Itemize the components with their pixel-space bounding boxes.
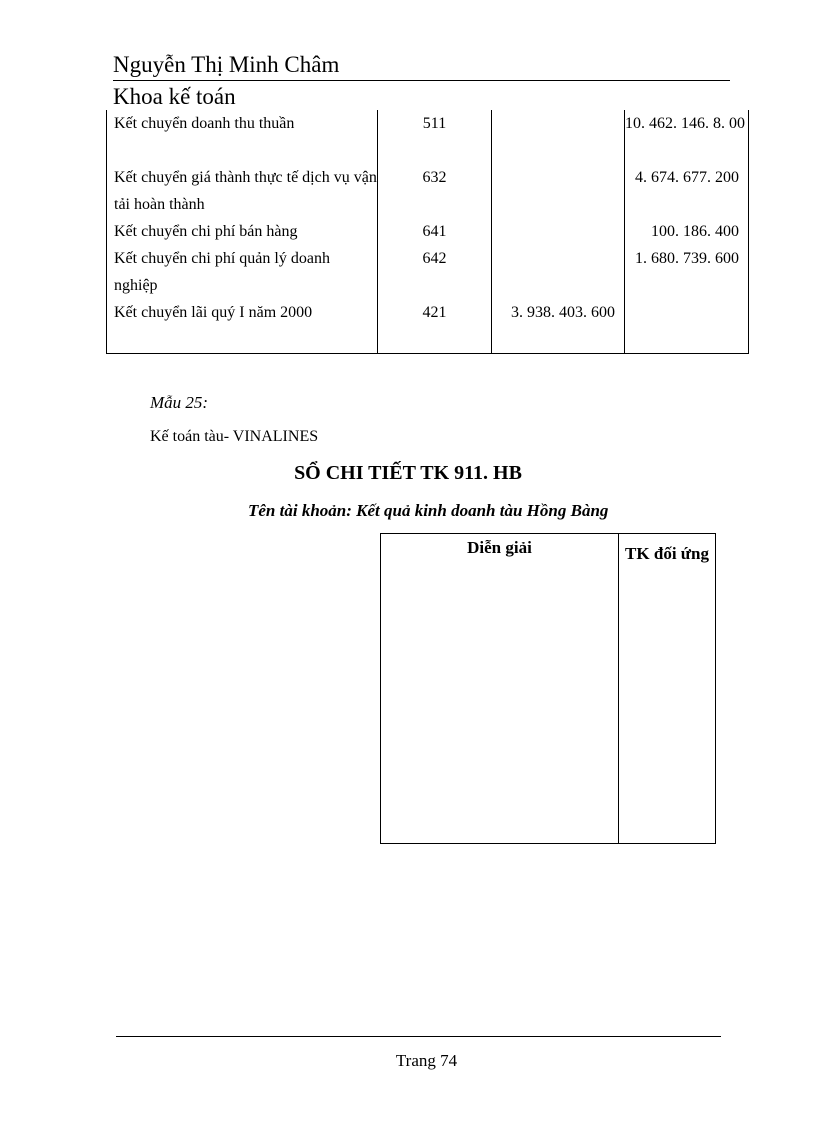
table-row (107, 218, 749, 245)
author-name: Nguyễn Thị Minh Châm (113, 52, 340, 77)
department-name: Khoa kế toán (113, 84, 236, 109)
form-label: Mẫu 25: (150, 393, 209, 412)
entry-debit (492, 164, 625, 218)
ledger-title: SỔ CHI TIẾT TK 911. HB (294, 462, 522, 484)
footer-divider (116, 1036, 721, 1037)
entry-account: 641 (378, 218, 492, 245)
entry-description: Kết chuyển lãi quý I năm 2000 (107, 299, 378, 354)
column-header-contra-account: TK đối ứng (625, 544, 709, 563)
entry-description: Kết chuyển giá thành thực tế dịch vụ vận tải hoàn thành (107, 164, 378, 218)
table-row (107, 110, 749, 164)
entry-credit: 1. 680. 739. 600 (625, 245, 749, 299)
entry-account: 421 (378, 299, 492, 354)
entry-debit-value: 3. 938. 403. 600 (511, 304, 615, 321)
entry-description: Kết chuyển chi phí bán hàng (107, 218, 378, 245)
entry-debit (492, 299, 625, 354)
entry-debit (492, 245, 625, 299)
entry-description: Kết chuyển doanh thu thuần (107, 110, 378, 164)
entry-account: 511 (378, 110, 492, 164)
column-header-description: Diễn giải (467, 538, 532, 557)
column-divider (618, 534, 619, 843)
header-divider (113, 80, 730, 81)
entry-credit (625, 110, 749, 164)
entry-credit: 100. 186. 400 (625, 218, 749, 245)
entry-debit (492, 110, 625, 164)
unit-name: Kế toán tàu- VINALINES (150, 428, 319, 445)
entry-debit (492, 218, 625, 245)
entry-credit-value: 10. 462. 146. 8. 00 (625, 115, 745, 132)
table-row (107, 164, 749, 218)
table-row (107, 245, 749, 299)
entry-credit: 4. 674. 677. 200 (625, 164, 749, 218)
closing-entries-table (106, 110, 749, 354)
account-name: Tên tài khoản: Kết quả kinh doanh tàu Hồng Bàng (248, 501, 609, 520)
entry-description: Kết chuyển chi phí quản lý doanh nghiệp (107, 245, 378, 299)
table-row (107, 299, 749, 354)
detail-ledger-table (380, 533, 716, 844)
entry-account: 642 (378, 245, 492, 299)
entry-account: 632 (378, 164, 492, 218)
page-number: Trang 74 (395, 1051, 458, 1070)
entry-credit (625, 299, 749, 354)
